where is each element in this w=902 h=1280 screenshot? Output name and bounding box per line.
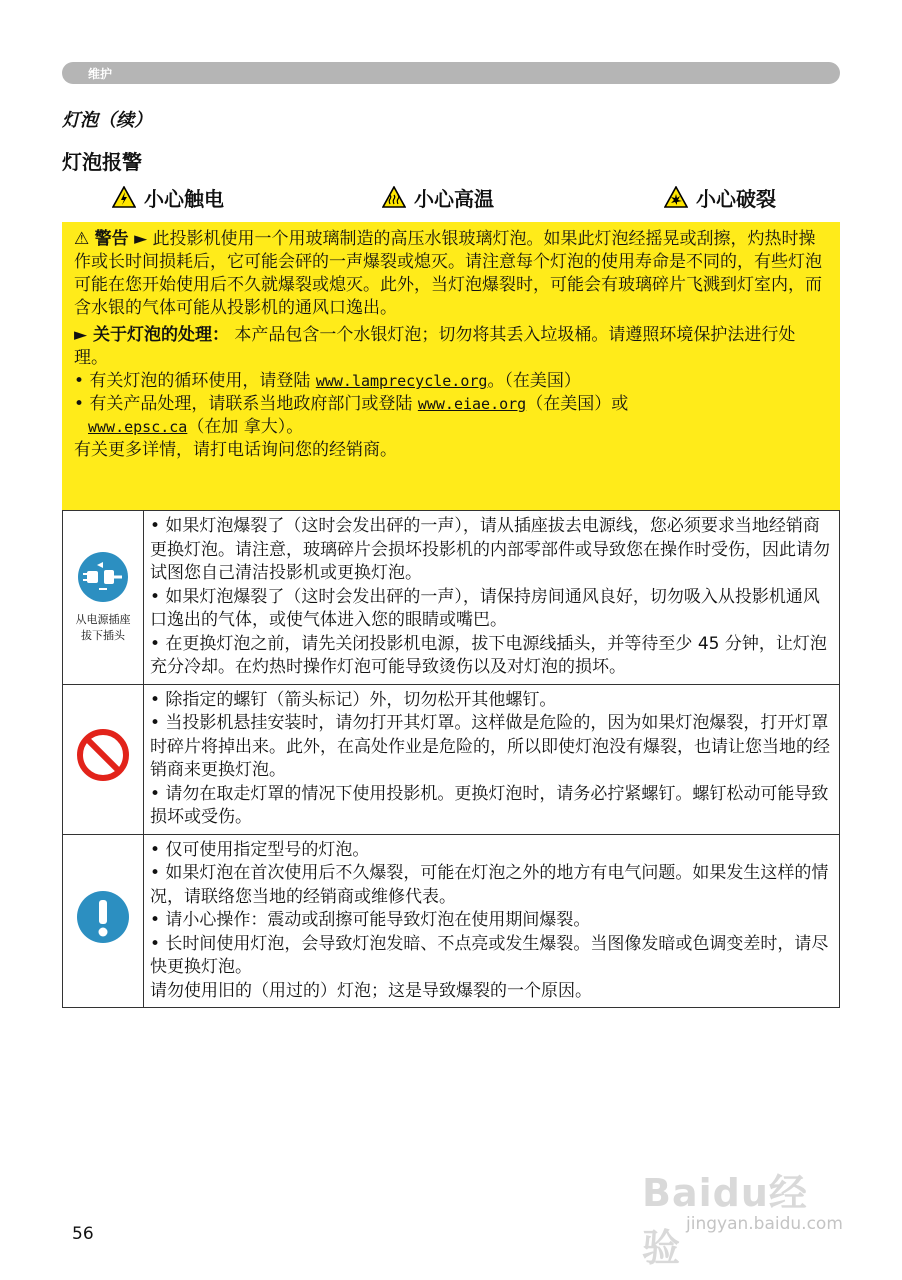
warning-box [62,222,840,510]
instruction-item: • 请勿在取走灯罩的情况下使用投影机。更换灯泡时，请务必拧紧螺钉。螺钉松动可能导致损坏或受伤。 [150,783,829,827]
disposal-paragraph [74,324,828,370]
unplug-from-outlet-icon [77,551,129,603]
instruction-item: • 长时间使用灯泡，会导致灯泡发暗、不点亮或发生爆裂。当图像发暗或色调变差时，请尽快更换灯泡。 [150,933,829,977]
table-row [63,511,840,685]
warning-paragraph [74,228,828,320]
watermark-url: jingyan.baidu.com [686,1214,843,1234]
disposal-bullet-mid: （在美国）或 [526,394,629,414]
instruction-item: • 如果灯泡在首次使用后不久爆裂，可能在灯泡之外的地方有电气问题。如果发生这样的情况，请联络您当地的经销商或维修代表。 [150,863,829,907]
exclamation-icon [76,890,130,944]
caution-rupture [664,182,776,212]
caution-label: 小心触电 [144,186,224,211]
instruction-item: • 如果灯泡爆裂了（这时会发出砰的一声），请从插座拔去电源线，您必须要求当地经销商更换灯泡。请注意，玻璃碎片会损坏投影机的内部零部件或导致您在操作时受伤，因此请勿试图您自己清洁投影机或更换灯泡。 [150,516,830,583]
hot-surface-warning-icon [382,186,406,208]
dealer-contact-text: 有关更多详情，请打电话询问您的经销商。 [74,440,397,460]
safety-table [62,510,840,1008]
instruction-item: • 如果灯泡爆裂了（这时会发出砰的一声），请保持房间通风良好，切勿吸入从投影机通风口逸出的气体，或使气体进入您的眼睛或嘴巴。 [150,586,820,630]
prohibition-icon-cell [63,684,144,834]
instruction-item: • 仅可使用指定型号的灯泡。 [150,839,370,860]
instruction-item: • 除指定的螺钉（箭头标记）外，切勿松开其他螺钉。 [150,689,557,710]
disposal-bullet [74,393,828,416]
recycle-bullet-suffix: 。（在美国） [487,371,581,391]
instruction-text-cell [144,834,840,1008]
instruction-item: • 请小心操作：震动或刮擦可能导致灯泡在使用期间爆裂。 [150,910,591,930]
unplug-caption-line2: 拔下插头 [81,629,125,642]
disposal-bullet-suffix: （在加 拿大）。 [187,417,304,437]
unplug-caption-line1: 从电源插座 [75,613,131,626]
table-row [63,834,840,1008]
caution-electric-shock [112,182,224,212]
baidu-watermark [642,1160,843,1270]
mandatory-icon-cell [63,834,144,1008]
disposal-bullet-continued [74,416,828,439]
caution-high-temperature [382,182,494,212]
eiae-link[interactable]: www.eiae.org [417,395,527,413]
warning-label: 警告 [94,229,129,249]
instruction-text-cell [144,684,840,834]
instruction-item: 请勿使用旧的（用过的）灯泡；这是导致爆裂的一个原因。 [150,980,592,1001]
explosion-warning-icon [664,186,688,208]
warning-arrow-icon: ► [134,229,148,249]
disposal-bullet-text: • 有关产品处理，请联系当地政府部门或登陆 [74,394,418,414]
table-row [63,684,840,834]
lamprecycle-link[interactable]: www.lamprecycle.org [315,372,488,390]
prohibition-icon [76,728,130,782]
epsc-link[interactable]: www.epsc.ca [88,418,188,436]
recycle-bullet [74,370,828,393]
unplug-icon-cell [63,511,144,685]
recycle-bullet-text: • 有关灯泡的循环使用，请登陆 [74,371,316,391]
warning-sign-icon: ⚠ [74,229,90,249]
instruction-text-cell [144,511,840,685]
instruction-item: • 当投影机悬挂安装时，请勿打开其灯罩。这样做是危险的，因为如果灯泡爆裂，打开灯罩时碎片将掉出来。此外，在高处作业是危险的，所以即使灯泡没有爆裂，也请让您当地的经销商来更换灯泡。 [150,713,830,780]
watermark-main: Baidu经验 [642,1171,808,1270]
caution-label: 小心高温 [414,186,494,211]
electric-shock-warning-icon [112,186,136,208]
caution-label: 小心破裂 [696,186,776,211]
disposal-heading: ► 关于灯泡的处理： [74,325,229,345]
page-title: 灯泡报警 [62,150,142,174]
page-number: 56 [72,1224,94,1244]
section-label: 维护 [88,67,113,81]
warning-text: 此投影机使用一个用玻璃制造的高压水银玻璃灯泡。如果此灯泡经摇晃或刮擦，灼热时操作或长时间损耗后，它可能会砰的一声爆裂或熄灭。请注意每个灯泡的使用寿命是不同的，有些灯泡可能在您开始使用后不久就爆裂或熄灭。此外，当灯泡爆裂时，可能会有玻璃碎片飞溅到灯室内，而含水银的气体可能从投影机的通风口逸出。 [74,229,822,318]
section-header-bar [62,62,840,84]
instruction-item: • 在更换灯泡之前，请先关闭投影机电源，拔下电源线插头，并等待至少 45 分钟，让灯泡充分冷却。在灼热时操作灯泡可能导致烫伤以及对灯泡的损坏。 [150,633,827,677]
disposal-text: 本产品包含一个水银灯泡；切勿将其丢入垃圾桶。请遵照环境保护法进行处理。 [74,325,796,368]
page-subtitle: 灯泡（续） [62,110,152,131]
